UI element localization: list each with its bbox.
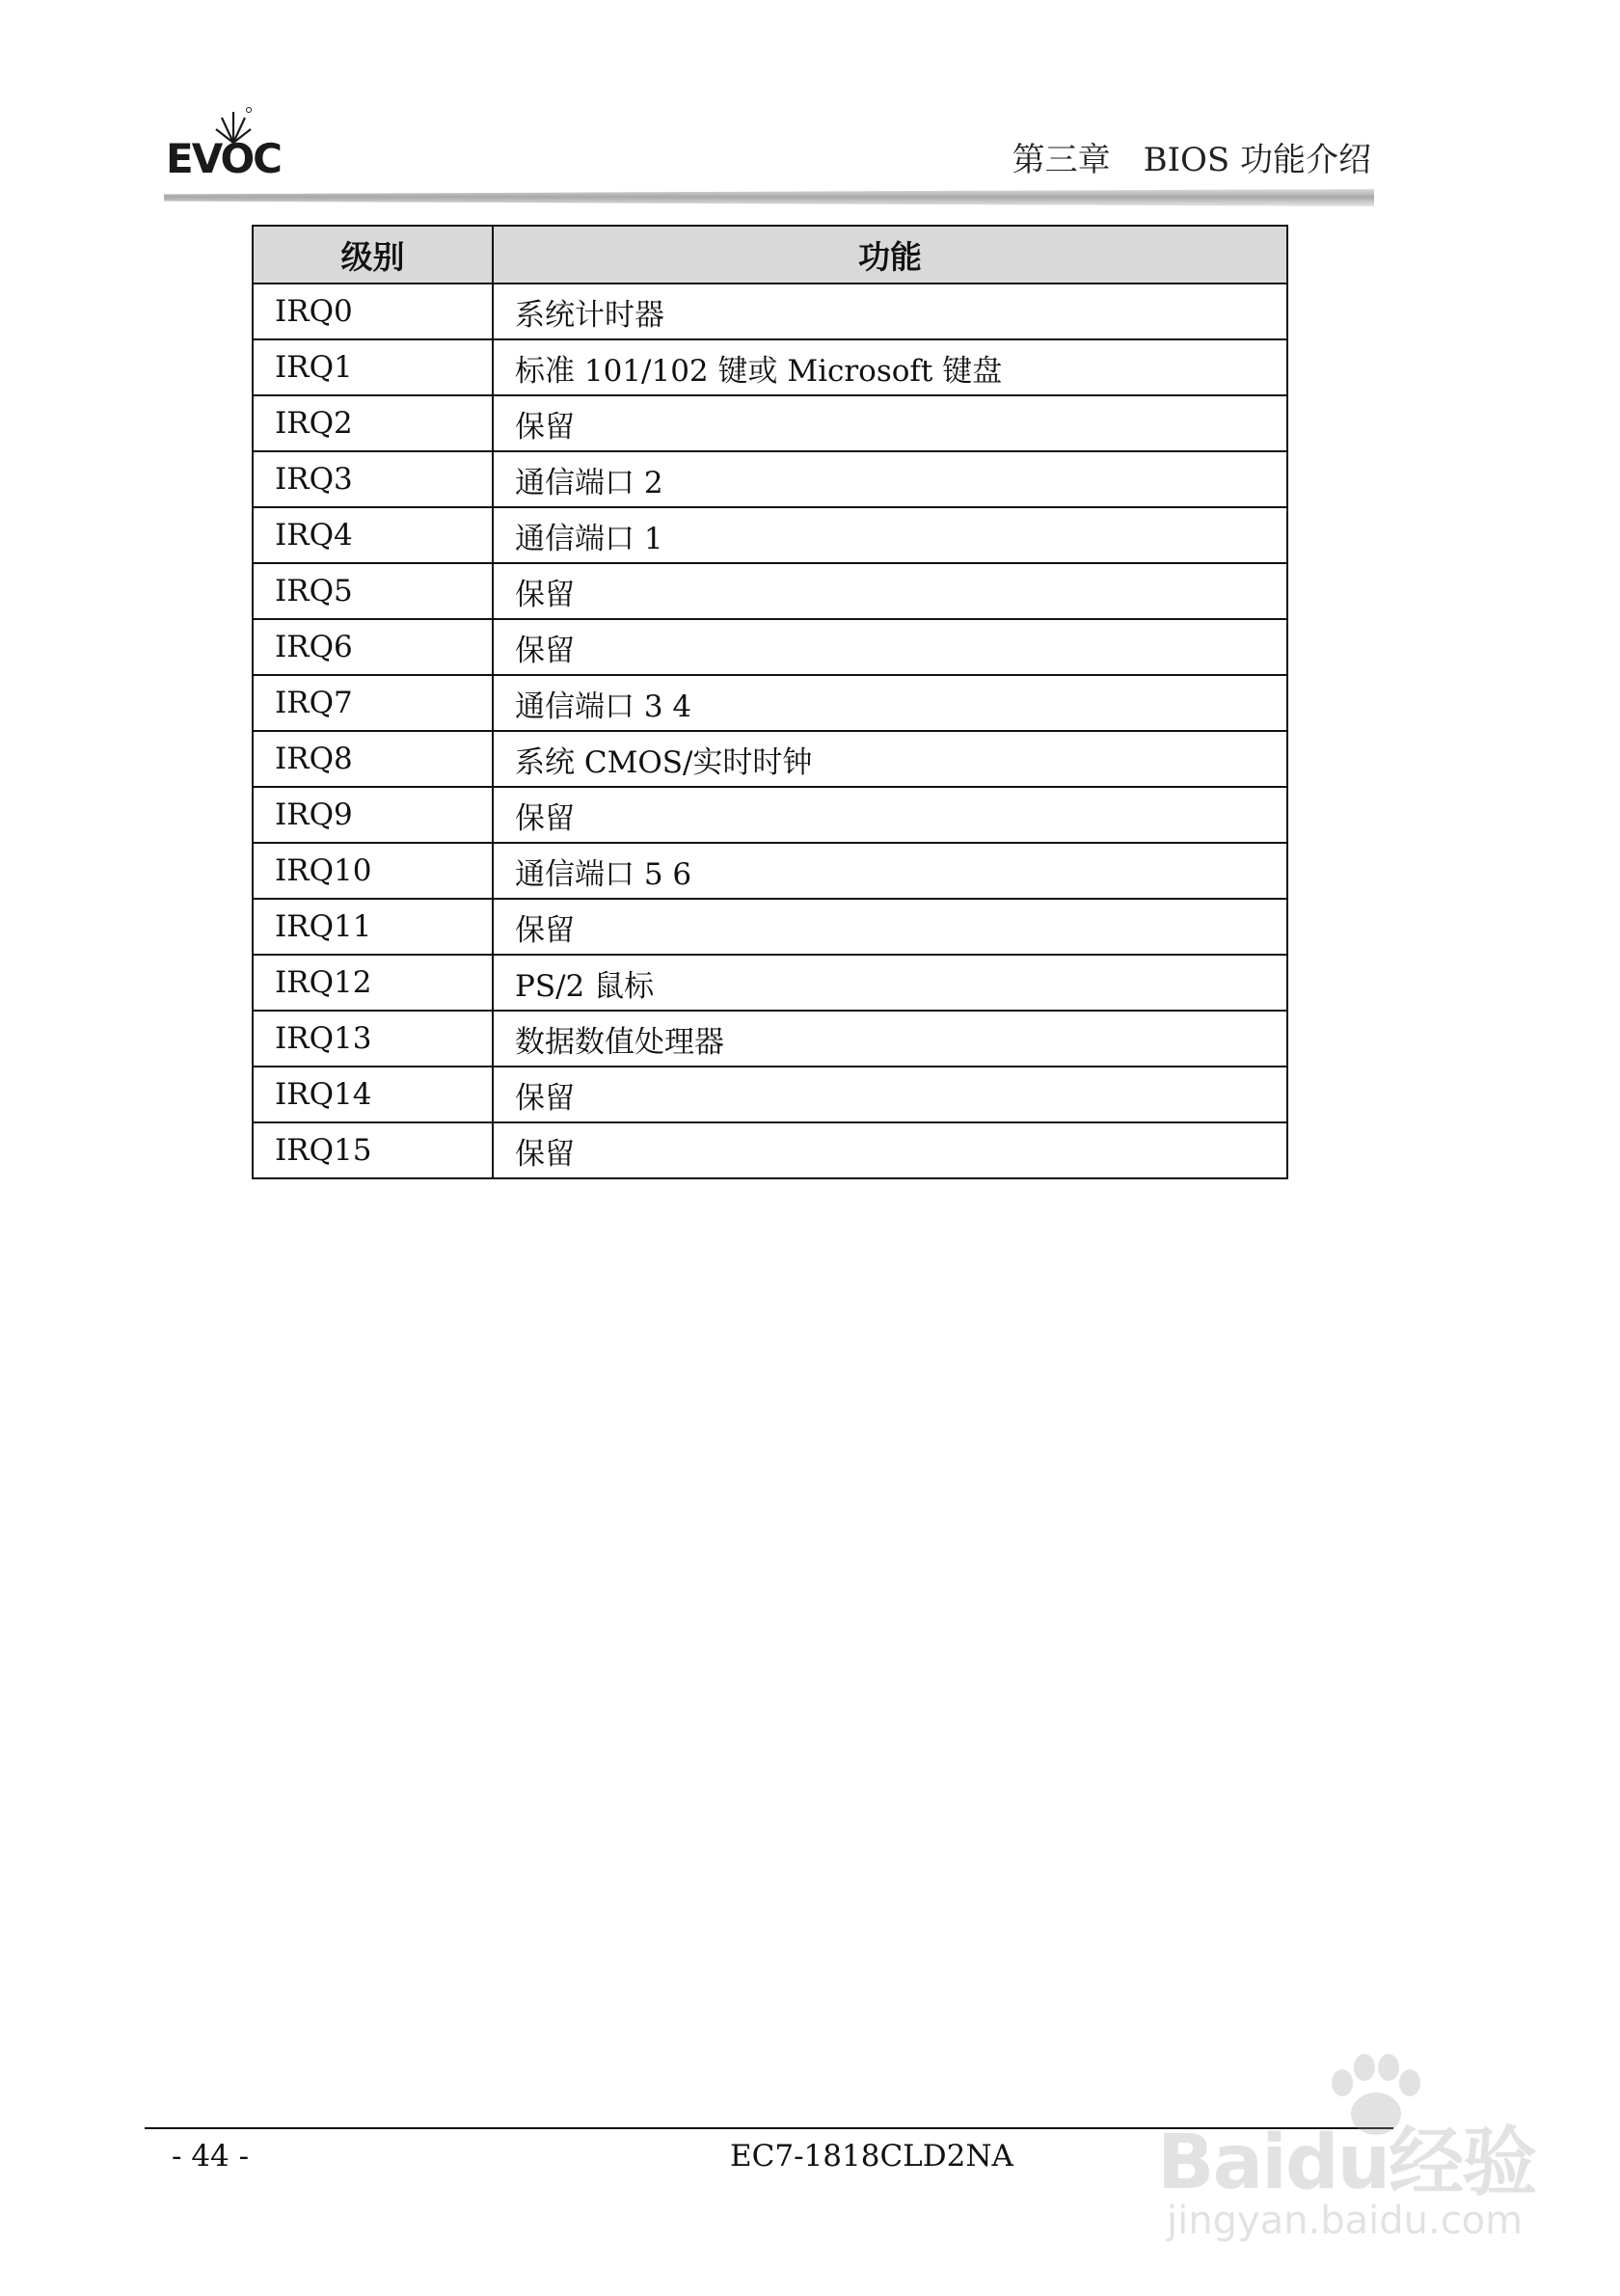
irq-function-cell: 数据数值处理器: [493, 1011, 1287, 1067]
irq-level-cell: IRQ15: [253, 1122, 493, 1178]
table-row: [253, 507, 1287, 563]
table-row: [253, 395, 1287, 451]
evoc-logo: [166, 106, 282, 183]
irq-function-cell: 保留: [493, 1067, 1287, 1122]
irq-level-cell: IRQ1: [253, 339, 493, 395]
watermark-url: jingyan.baidu.com: [1167, 2199, 1524, 2243]
irq-level-cell: IRQ6: [253, 619, 493, 675]
irq-level-cell: IRQ4: [253, 507, 493, 563]
irq-function-cell: 通信端口 3 4: [493, 675, 1287, 731]
model-number: EC7-1818CLD2NA: [730, 2139, 1013, 2174]
table-row: [253, 675, 1287, 731]
table-header-row: [253, 226, 1287, 284]
irq-function-cell: 通信端口 5 6: [493, 843, 1287, 899]
irq-level-cell: IRQ3: [253, 451, 493, 507]
table-row: [253, 451, 1287, 507]
irq-function-cell: 系统 CMOS/实时时钟: [493, 731, 1287, 787]
irq-function-cell: 保留: [493, 619, 1287, 675]
irq-level-cell: IRQ9: [253, 787, 493, 843]
table-row: [253, 1011, 1287, 1067]
table-row: [253, 619, 1287, 675]
irq-level-cell: IRQ11: [253, 899, 493, 955]
irq-function-cell: 通信端口 2: [493, 451, 1287, 507]
table-row: [253, 1067, 1287, 1122]
irq-function-cell: 保留: [493, 1122, 1287, 1178]
table-row: [253, 339, 1287, 395]
column-header-level: 级别: [253, 226, 493, 284]
irq-level-cell: IRQ12: [253, 955, 493, 1011]
table-row: [253, 563, 1287, 619]
irq-level-cell: IRQ10: [253, 843, 493, 899]
irq-level-cell: IRQ8: [253, 731, 493, 787]
irq-function-cell: 标准 101/102 键或 Microsoft 键盘: [493, 339, 1287, 395]
header-divider: [164, 189, 1374, 206]
irq-function-cell: 保留: [493, 899, 1287, 955]
irq-function-cell: 保留: [493, 395, 1287, 451]
baidu-watermark: [1148, 2054, 1552, 2266]
table-row: [253, 899, 1287, 955]
watermark-brand: Baidu经验: [1157, 2120, 1536, 2206]
irq-level-cell: IRQ13: [253, 1011, 493, 1067]
irq-level-cell: IRQ14: [253, 1067, 493, 1122]
irq-table: [252, 225, 1288, 1179]
table-row: [253, 787, 1287, 843]
table-row: [253, 843, 1287, 899]
table-row: [253, 955, 1287, 1011]
chapter-title: 第三章 BIOS 功能介绍: [1012, 141, 1371, 179]
irq-level-cell: IRQ5: [253, 563, 493, 619]
table-row: [253, 731, 1287, 787]
column-header-function: 功能: [493, 226, 1287, 284]
logo-text: EVOC: [166, 135, 281, 182]
irq-level-cell: IRQ7: [253, 675, 493, 731]
irq-level-cell: IRQ0: [253, 284, 493, 339]
irq-function-cell: 保留: [493, 787, 1287, 843]
irq-function-cell: PS/2 鼠标: [493, 955, 1287, 1011]
irq-function-cell: 通信端口 1: [493, 507, 1287, 563]
irq-function-cell: 系统计时器: [493, 284, 1287, 339]
irq-table-body: [253, 284, 1287, 1178]
irq-level-cell: IRQ2: [253, 395, 493, 451]
table-row: [253, 1122, 1287, 1178]
table-row: [253, 284, 1287, 339]
page-number: - 44 -: [172, 2139, 250, 2174]
irq-function-cell: 保留: [493, 563, 1287, 619]
